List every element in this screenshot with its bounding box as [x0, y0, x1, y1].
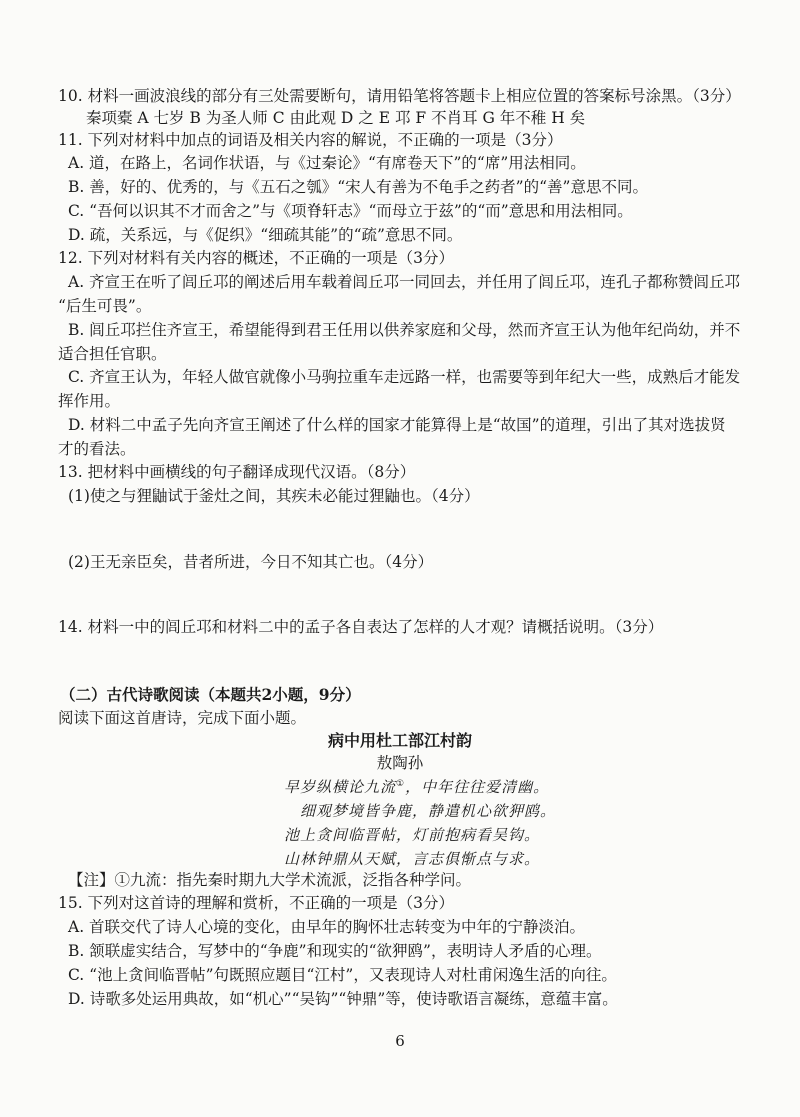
q13-item-2: (2)王无亲臣矣，昔者所进，今日不知其亡也。（4分）	[68, 553, 434, 571]
poem-line-1-head: 早岁纵横论九流	[284, 778, 397, 796]
q12-option-c-line2: 挥作用。	[58, 392, 121, 410]
q15-option-a: A. 首联交代了诗人心境的变化，由早年的胸怀壮志转变为中年的宁静淡泊。	[68, 918, 586, 936]
poem-line-1	[284, 777, 549, 797]
q10-stem: 10. 材料一画波浪线的部分有三处需要断句，请用铅笔将答题卡上相应位置的答案标号涂黑。（3分）	[58, 87, 741, 105]
section-heading: （二）古代诗歌阅读（本题共2小题，9分）	[60, 685, 361, 704]
q12-option-b-line1: B. 闾丘邛拦住齐宣王，希望能得到君王任用以供养家庭和父母，然而齐宣王认为他年纪尚幼，并不	[68, 321, 741, 339]
q11-option-c: C. “吾何以识其不才而舍之”与《项脊轩志》“而母立于兹”的“而”意思和用法相同。	[68, 202, 633, 220]
q12-option-d-line1: D. 材料二中孟子先向齐宣王阐述了什么样的国家才能算得上是“故国”的道理，引出了其对选拔贤	[68, 416, 726, 434]
poem-note: 【注】①九流：指先秦时期九大学术流派，泛指各种学问。	[68, 871, 472, 889]
section-instruction: 阅读下面这首唐诗，完成下面小题。	[58, 709, 307, 727]
q11-option-d: D. 疏，关系远，与《促织》“细疏其能”的“疏”意思不同。	[68, 226, 463, 244]
q12-option-d-line2: 才的看法。	[58, 440, 136, 458]
q12-option-a-line2: “后生可畏”。	[58, 297, 152, 315]
q12-option-b-line2: 适合担任官职。	[58, 345, 167, 363]
page-number: 6	[395, 1032, 405, 1050]
poem-line-1-tail: ，中年往往爱清幽。	[405, 778, 550, 796]
poem-author: 敖陶孙	[376, 754, 424, 772]
poem-line-2: 细观梦境皆争鹿，静遣机心欲狎鸥。	[300, 802, 557, 820]
q12-stem: 12. 下列对材料有关内容的概述，不正确的一项是（3分）	[58, 249, 454, 267]
q12-option-a-line1: A. 齐宣王在听了闾丘邛的阐述后用车载着闾丘邛一同回去，并任用了闾丘邛，连孔子都称赞闾丘邛	[68, 273, 741, 291]
q11-option-b: B. 善，好的、优秀的，与《五石之瓠》“宋人有善为不龟手之药者”的“善”意思不同。	[68, 178, 648, 196]
q10-passage: 秦项橐 A 七岁 B 为圣人师 C 由此观 D 之 E 邛 F 不肖耳 G 年不稚 H 矣	[86, 109, 586, 127]
q15-stem: 15. 下列对这首诗的理解和赏析，不正确的一项是（3分）	[58, 894, 454, 912]
q13-item-1: (1)使之与狸鼬试于釜灶之间，其疾未必能过狸鼬也。（4分）	[68, 487, 480, 505]
q11-stem: 11. 下列对材料中加点的词语及相关内容的解说，不正确的一项是（3分）	[58, 131, 563, 149]
q15-option-d: D. 诗歌多处运用典故，如“机心”“吴钩”“钟鼎”等，使诗歌语言凝练，意蕴丰富。	[68, 990, 618, 1008]
poem-line-4: 山林钟鼎从天赋，言志俱惭点与求。	[284, 850, 541, 868]
q11-option-a: A. 道，在路上，名词作状语，与《过秦论》“有席卷天下”的“席”用法相同。	[68, 154, 586, 172]
footnote-marker: ①	[396, 779, 406, 789]
q14-stem: 14. 材料一中的闾丘邛和材料二中的孟子各自表达了怎样的人才观？请概括说明。（3分）	[58, 618, 664, 636]
q15-option-b: B. 颔联虚实结合，写梦中的“争鹿”和现实的“欲狎鸥”，表明诗人矛盾的心理。	[68, 942, 602, 960]
q15-option-c: C. “池上贪间临晋帖”句既照应题目“江村”，又表现诗人对杜甫闲逸生活的向往。	[68, 966, 617, 984]
poem-title: 病中用杜工部江村韵	[327, 731, 472, 750]
q13-stem: 13. 把材料中画横线的句子翻译成现代汉语。（8分）	[58, 463, 416, 481]
poem-line-3: 池上贪间临晋帖，灯前抱病看吴钩。	[284, 826, 541, 844]
q12-option-c-line1: C. 齐宣王认为，年轻人做官就像小马驹拉重车走远路一样，也需要等到年纪大一些，成熟后才能发	[68, 368, 741, 386]
